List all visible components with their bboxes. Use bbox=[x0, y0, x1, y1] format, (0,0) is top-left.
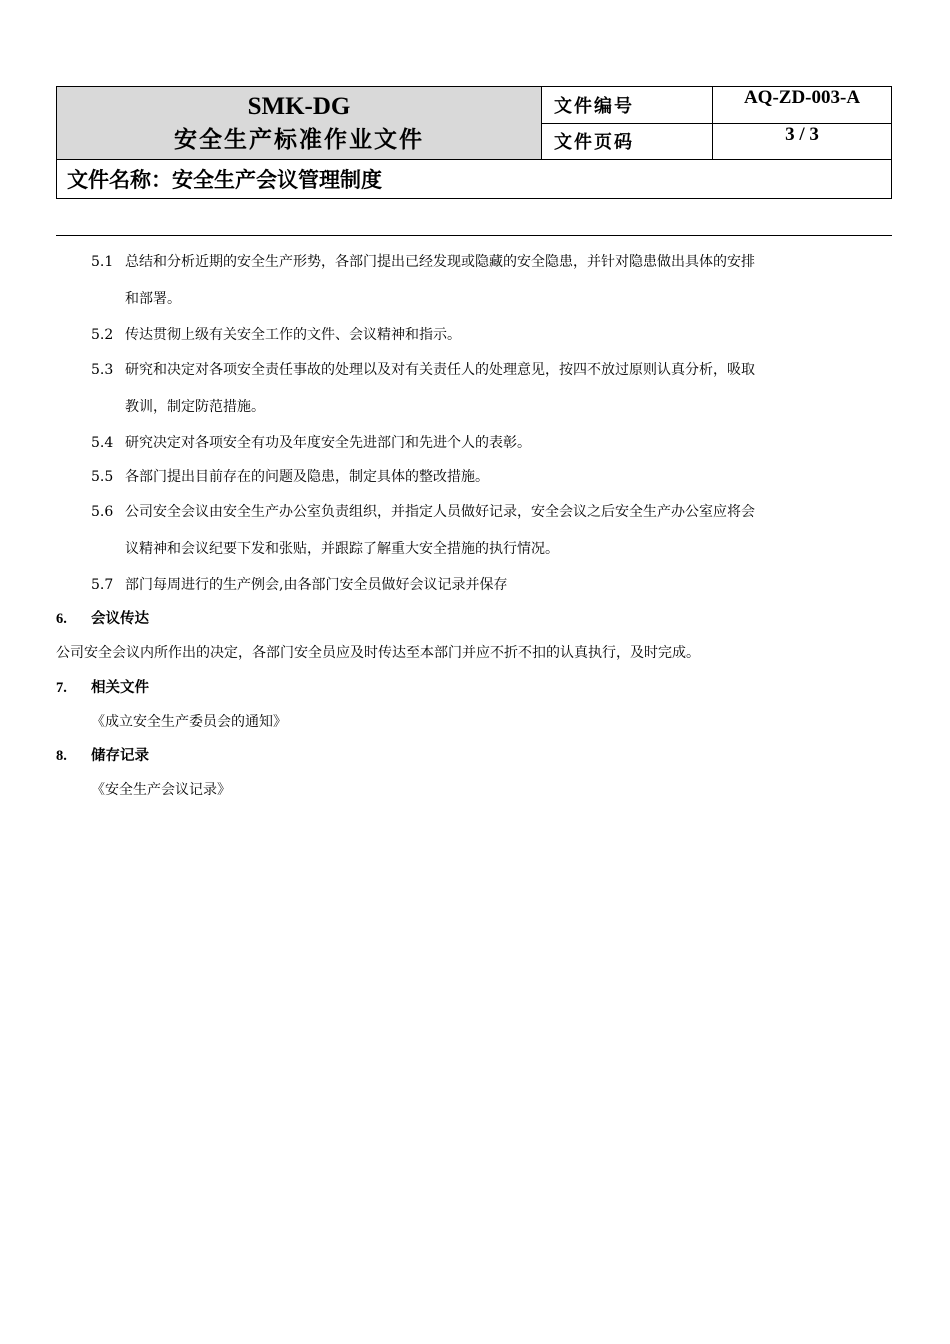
header-divider bbox=[56, 235, 892, 236]
section-title: 相关文件 bbox=[91, 679, 149, 696]
section-heading-7 bbox=[56, 671, 892, 705]
doc-name: 文件名称：安全生产会议管理制度 bbox=[57, 160, 892, 199]
section-title: 储存记录 bbox=[91, 747, 149, 764]
section-heading-8 bbox=[56, 739, 892, 773]
company-subtitle: 安全生产标准作业文件 bbox=[174, 126, 424, 153]
section-6-text: 公司安全会议内所作出的决定，各部门安全员应及时传达至本部门并应不折不扣的认真执行，及时完成。 bbox=[56, 645, 700, 661]
list-item bbox=[56, 568, 892, 602]
section-title: 会议传达 bbox=[91, 610, 149, 627]
item-line: 研究和决定对各项安全责任事故的处理以及对有关责任人的处理意见，按四不放过原则认真分析，吸取 bbox=[125, 362, 755, 378]
item-line: 议精神和会议纪要下发和张贴，并跟踪了解重大安全措施的执行情况。 bbox=[125, 541, 559, 557]
list-item bbox=[56, 460, 892, 494]
list-item bbox=[56, 244, 892, 318]
list-item bbox=[56, 318, 892, 352]
item-line: 和部署。 bbox=[125, 291, 181, 307]
item-line: 总结和分析近期的安全生产形势，各部门提出已经发现或隐藏的安全隐患，并针对隐患做出具体的安排 bbox=[125, 254, 755, 270]
page-value: 3 / 3 bbox=[713, 123, 892, 160]
item-line: 研究决定对各项安全有功及年度安全先进部门和先进个人的表彰。 bbox=[125, 435, 531, 451]
item-number: 5.2 bbox=[91, 327, 114, 343]
record-ref: 《安全生产会议记录》 bbox=[91, 782, 231, 798]
company-title-cell bbox=[57, 87, 542, 160]
item-line: 公司安全会议由安全生产办公室负责组织，并指定人员做好记录，安全会议之后安全生产办公室应将会 bbox=[125, 504, 755, 520]
list-item bbox=[56, 426, 892, 460]
item-number: 5.4 bbox=[91, 435, 114, 451]
doc-number-label: 文件编号 bbox=[542, 87, 713, 124]
item-number: 5.3 bbox=[91, 362, 114, 378]
section-number: 7. bbox=[56, 680, 67, 696]
section-heading-6 bbox=[56, 602, 892, 636]
item-line: 教训，制定防范措施。 bbox=[125, 399, 265, 415]
item-line: 部门每周进行的生产例会,由各部门安全员做好会议记录并保存 bbox=[125, 577, 508, 593]
document-header bbox=[56, 86, 892, 199]
list-item bbox=[56, 494, 892, 568]
related-document-ref: 《成立安全生产委员会的通知》 bbox=[91, 714, 287, 730]
section-number: 8. bbox=[56, 748, 67, 764]
item-number: 5.5 bbox=[91, 469, 114, 485]
doc-number-value: AQ-ZD-003-A bbox=[713, 87, 892, 124]
section-number: 6. bbox=[56, 611, 67, 627]
company-code: SMK-DG bbox=[247, 93, 351, 120]
item-line: 传达贯彻上级有关安全工作的文件、会议精神和指示。 bbox=[125, 327, 461, 343]
list-item bbox=[56, 352, 892, 426]
document-body bbox=[56, 244, 892, 807]
item-number: 5.7 bbox=[91, 577, 114, 593]
item-number: 5.1 bbox=[91, 254, 114, 270]
page-label: 文件页码 bbox=[542, 123, 713, 160]
item-number: 5.6 bbox=[91, 504, 114, 520]
item-line: 各部门提出目前存在的问题及隐患，制定具体的整改措施。 bbox=[125, 469, 489, 485]
